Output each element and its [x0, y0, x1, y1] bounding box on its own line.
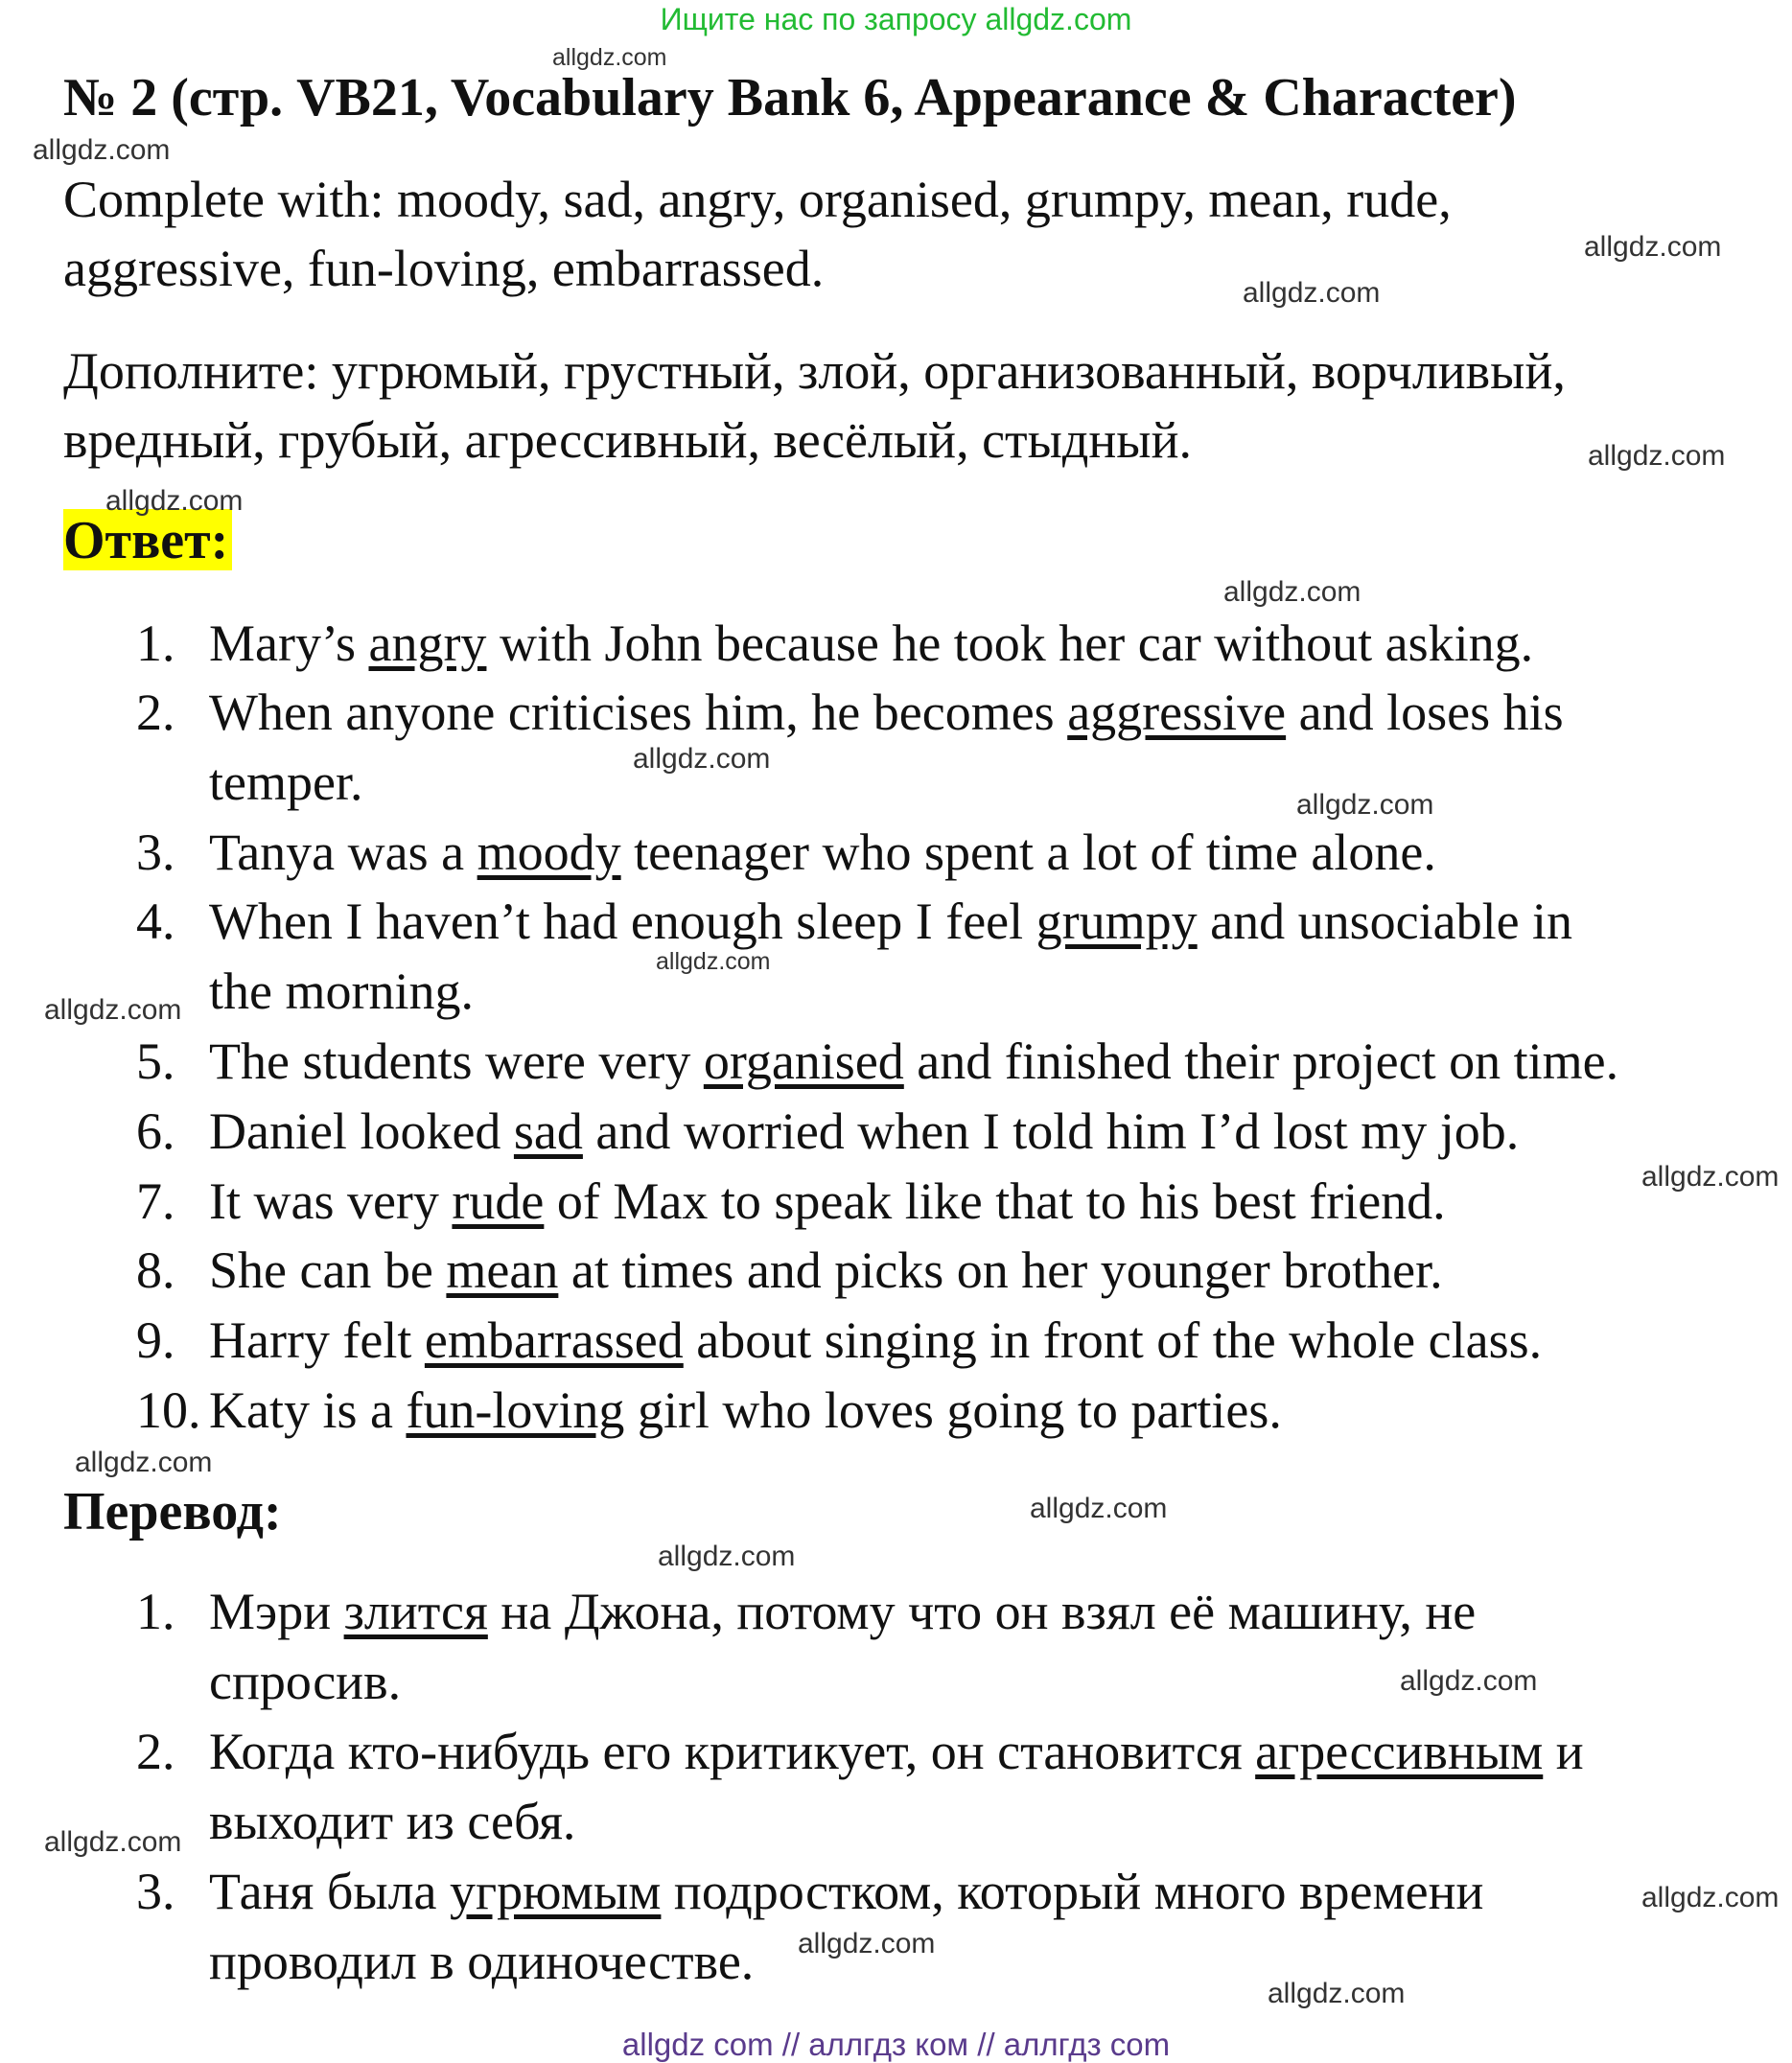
answer-heading-text: Ответ: — [63, 509, 232, 570]
translation-number: 3. — [136, 1863, 175, 1920]
translation-item-continuation: выходит из себя. — [209, 1793, 576, 1850]
watermark: allgdz.com — [1223, 576, 1361, 608]
answer-word: angry — [368, 614, 487, 672]
answer-number: 5. — [136, 1032, 175, 1090]
translation-number: 1. — [136, 1583, 175, 1640]
answer-item-continuation: temper. — [209, 753, 363, 811]
watermark: allgdz.com — [1641, 1882, 1780, 1913]
answer-item: Katy is a fun-loving girl who loves going to parties. — [209, 1381, 1282, 1439]
task-line-1: Complete with: moody, sad, angry, organised, grumpy, mean, rude, — [63, 171, 1452, 228]
watermark: allgdz.com — [656, 948, 771, 975]
watermark: allgdz.com — [658, 1541, 796, 1572]
translation-item-continuation: проводил в одиночестве. — [209, 1933, 755, 1990]
watermark: allgdz.com — [105, 485, 244, 517]
watermark: allgdz.com — [33, 134, 171, 166]
watermark: allgdz.com — [1588, 440, 1726, 472]
answer-word: embarrassed — [424, 1311, 684, 1369]
translation-heading: Перевод: — [63, 1482, 282, 1541]
translation-item: Мэри злится на Джона, потому что он взял её машину, не — [209, 1583, 1477, 1640]
translation-word: агрессивным — [1255, 1723, 1544, 1780]
answer-number: 7. — [136, 1172, 175, 1230]
answer-item: Harry felt embarrassed about singing in front of the whole class. — [209, 1311, 1543, 1369]
answer-number: 9. — [136, 1311, 175, 1369]
answer-number: 2. — [136, 684, 175, 741]
watermark: allgdz.com — [1584, 231, 1722, 263]
answer-number: 4. — [136, 892, 175, 950]
watermark: allgdz.com — [1268, 1978, 1406, 2009]
answer-item: When anyone criticises him, he becomes aggressive and loses his — [209, 684, 1564, 741]
translation-item: Таня была угрюмым подростком, который много времени — [209, 1863, 1484, 1920]
answer-number: 8. — [136, 1241, 175, 1299]
answer-heading — [63, 510, 232, 571]
translation-word: угрюмым — [450, 1863, 662, 1920]
watermark: allgdz.com — [44, 994, 182, 1026]
answer-item: She can be mean at times and picks on her younger brother. — [209, 1241, 1443, 1299]
watermark: allgdz.com — [1400, 1665, 1538, 1697]
answer-word: mean — [446, 1241, 559, 1299]
answer-item: Mary’s angry with John because he took her car without asking. — [209, 614, 1534, 672]
watermark: allgdz.com — [1296, 789, 1434, 821]
watermark: allgdz.com — [1641, 1161, 1780, 1193]
watermark: allgdz.com — [1243, 277, 1381, 309]
watermark: allgdz.com — [633, 743, 771, 775]
answer-item-continuation: the morning. — [209, 962, 474, 1020]
answer-item: Daniel looked sad and worried when I told him I’d lost my job. — [209, 1102, 1520, 1160]
answer-word: aggressive — [1067, 684, 1287, 741]
answer-word: sad — [513, 1102, 583, 1160]
answer-number: 10. — [136, 1381, 201, 1439]
watermark: allgdz.com — [552, 44, 667, 71]
answer-item: The students were very organised and finished their project on time. — [209, 1032, 1619, 1090]
answer-item: It was very rude of Max to speak like that to his best friend. — [209, 1172, 1446, 1230]
answer-word: grumpy — [1036, 892, 1198, 950]
task-ru-line-1: Дополните: угрюмый, грустный, злой, организованный, ворчливый, — [63, 342, 1566, 400]
watermark: allgdz.com — [798, 1928, 936, 1959]
answer-number: 6. — [136, 1102, 175, 1160]
answer-word: moody — [477, 823, 621, 881]
translation-number: 2. — [136, 1723, 175, 1780]
answer-number: 1. — [136, 614, 175, 672]
translation-item-continuation: спросив. — [209, 1653, 402, 1710]
translation-word: злится — [343, 1583, 488, 1640]
answer-word: organised — [703, 1032, 904, 1090]
answer-word: fun-loving — [406, 1381, 625, 1439]
watermark: allgdz.com — [1030, 1493, 1168, 1524]
task-line-2: aggressive, fun-loving, embarrassed. — [63, 240, 825, 297]
footer-links[interactable]: allgdz com // аллгдз ком // аллгдз com — [621, 2027, 1171, 2062]
watermark: allgdz.com — [75, 1447, 213, 1478]
exercise-title: № 2 (стр. VB21, Vocabulary Bank 6, Appearance & Character) — [63, 68, 1517, 127]
search-hint-link[interactable]: Ищите нас по запросу allgdz.com — [660, 2, 1132, 36]
answer-word: rude — [452, 1172, 545, 1230]
answer-number: 3. — [136, 823, 175, 881]
translation-item: Когда кто-нибудь его критикует, он становится агрессивным и — [209, 1723, 1584, 1780]
answer-item: Tanya was a moody teenager who spent a lot of time alone. — [209, 823, 1436, 881]
answer-item: When I haven’t had enough sleep I feel grumpy and unsociable in — [209, 892, 1573, 950]
task-ru-line-2: вредный, грубый, агрессивный, весёлый, стыдный. — [63, 411, 1192, 469]
watermark: allgdz.com — [44, 1826, 182, 1858]
